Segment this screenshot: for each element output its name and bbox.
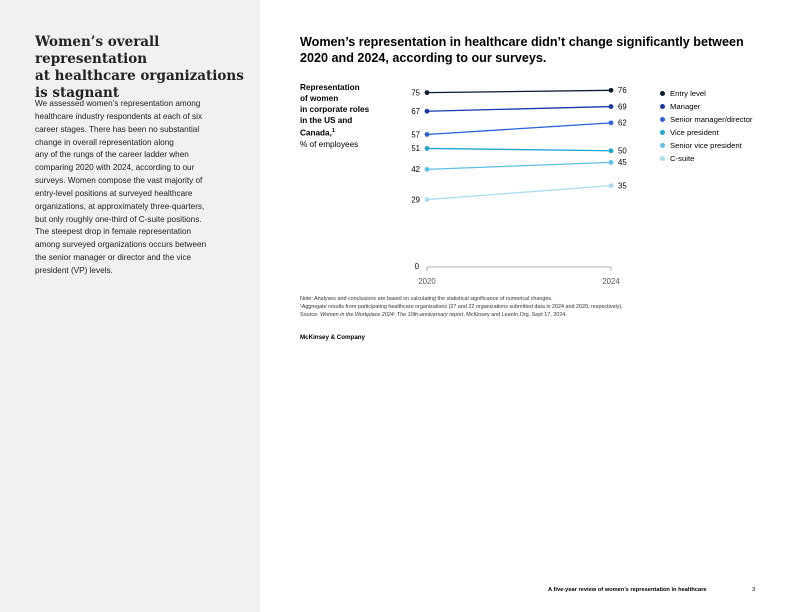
x-tick-label: 2024	[602, 277, 620, 286]
source-prefix: Source:	[300, 311, 321, 318]
sidebar-title-line: Women’s overall representation	[35, 34, 160, 67]
chart-legend	[660, 87, 752, 165]
chart-title-line: 2020 and 2024, according to our surveys.	[300, 51, 547, 65]
legend-label: C-suite	[670, 153, 695, 163]
footnote-text: Aggregate results from participating healthcare organizations (27 and 22 organizations submitted data in 2024 and 2020, respectively).	[301, 303, 623, 310]
legend-dot-icon	[660, 156, 665, 161]
y-axis-unit: % of employees	[300, 139, 359, 149]
legend-item	[660, 139, 752, 152]
legend-item	[660, 126, 752, 139]
data-point	[425, 146, 430, 151]
legend-label: Entry level	[670, 88, 706, 98]
sidebar-title-line: is stagnant	[35, 85, 120, 101]
page-number: 3	[752, 587, 756, 593]
brand-name: McKinsey & Company	[300, 334, 365, 341]
data-label: 42	[411, 165, 420, 175]
data-point	[609, 120, 614, 125]
footnote-ref: 1	[331, 128, 335, 134]
data-point	[425, 197, 430, 202]
sidebar-body-line: but only roughly one-third of C-suite positions.	[35, 214, 202, 224]
sidebar-body-line: the senior manager or director and the vice	[35, 253, 192, 263]
sidebar-body-line: change in overall representation along	[35, 137, 174, 147]
chart-title-line: Women’s representation in healthcare didn’t change significantly between	[300, 35, 744, 49]
sidebar-body-line: entry-level positions at surveyed healthcare	[35, 188, 193, 198]
y-axis-label-line: Representation	[300, 83, 360, 92]
y-zero-label: 0	[414, 262, 419, 271]
source-suffix: , McKinsey and LeanIn.Org, Sept 17, 2024.	[463, 311, 567, 318]
legend-item	[660, 113, 752, 126]
data-point	[609, 183, 614, 188]
data-point	[425, 109, 430, 114]
data-point	[609, 160, 614, 165]
data-point	[609, 148, 614, 153]
legend-dot-icon	[660, 143, 665, 148]
data-label: 35	[618, 181, 627, 191]
legend-dot-icon	[660, 117, 665, 122]
series-line	[427, 90, 611, 92]
footnote-line	[300, 304, 770, 312]
y-axis-label-line: of women	[300, 94, 339, 103]
legend-label: Manager	[670, 101, 701, 111]
data-label: 67	[411, 107, 420, 117]
legend-label: Senior vice president	[670, 140, 742, 150]
sidebar-body-line: We assessed women’s representation among	[35, 99, 201, 108]
footnote-marker: ¹	[300, 303, 302, 310]
sidebar-body-line: any of the rungs of the career ladder when	[35, 150, 189, 160]
series-line	[427, 186, 611, 200]
y-axis-label-line: in corporate roles	[300, 105, 370, 114]
chart-notes	[300, 296, 770, 319]
data-point	[609, 88, 614, 93]
data-point	[425, 132, 430, 137]
sidebar-body-line: president (VP) levels.	[35, 265, 113, 275]
data-label: 50	[618, 146, 627, 156]
source-title: Women in the Workplace 2024: The 10th-anniversary report	[320, 311, 464, 318]
series-line	[427, 162, 611, 169]
data-label: 76	[618, 86, 627, 96]
data-label: 69	[618, 102, 627, 112]
y-axis-label-line: in the US and	[300, 116, 353, 125]
legend-label: Senior manager/director	[670, 114, 753, 124]
series-line	[427, 107, 611, 112]
legend-item	[660, 152, 752, 165]
note-line: Note: Analyses and conclusions are based on calculating the statistical significance of numerical changes.	[300, 296, 553, 302]
legend-item	[660, 87, 752, 100]
x-tick-label: 2020	[418, 277, 436, 286]
legend-item	[660, 100, 752, 113]
legend-dot-icon	[660, 130, 665, 135]
series-line	[427, 148, 611, 150]
data-point	[425, 167, 430, 172]
data-label: 57	[411, 130, 420, 140]
data-label: 51	[411, 144, 420, 154]
footer-title: A five-year review of women’s representation in healthcare	[548, 587, 707, 593]
y-axis-label-text: Canada,	[300, 128, 332, 138]
data-label: 45	[618, 158, 627, 168]
legend-dot-icon	[660, 104, 665, 109]
sidebar-body-line: healthcare industry respondents at each of six	[35, 111, 203, 121]
sidebar-body-line: organizations, at approximately three-quarters,	[35, 201, 205, 211]
sidebar-body-line: The steepest drop in female representation	[35, 227, 192, 237]
sidebar-title-line: at healthcare organizations	[35, 68, 244, 84]
sidebar-body-line: career stages. There has been no substantial	[35, 124, 200, 134]
data-label: 62	[618, 118, 627, 128]
data-label: 75	[411, 88, 420, 98]
legend-label: Vice president	[670, 127, 719, 137]
sidebar-body-line: surveys. Women compose the vast majority of	[35, 176, 203, 186]
data-label: 29	[411, 195, 420, 205]
legend-dot-icon	[660, 91, 665, 96]
sidebar-body-line: among surveyed organizations occurs between	[35, 240, 207, 250]
series-line	[427, 123, 611, 135]
data-point	[609, 104, 614, 109]
sidebar-body-line: comparing 2020 with 2024, according to our	[35, 163, 195, 173]
data-point	[425, 90, 430, 95]
source-line	[300, 312, 770, 320]
